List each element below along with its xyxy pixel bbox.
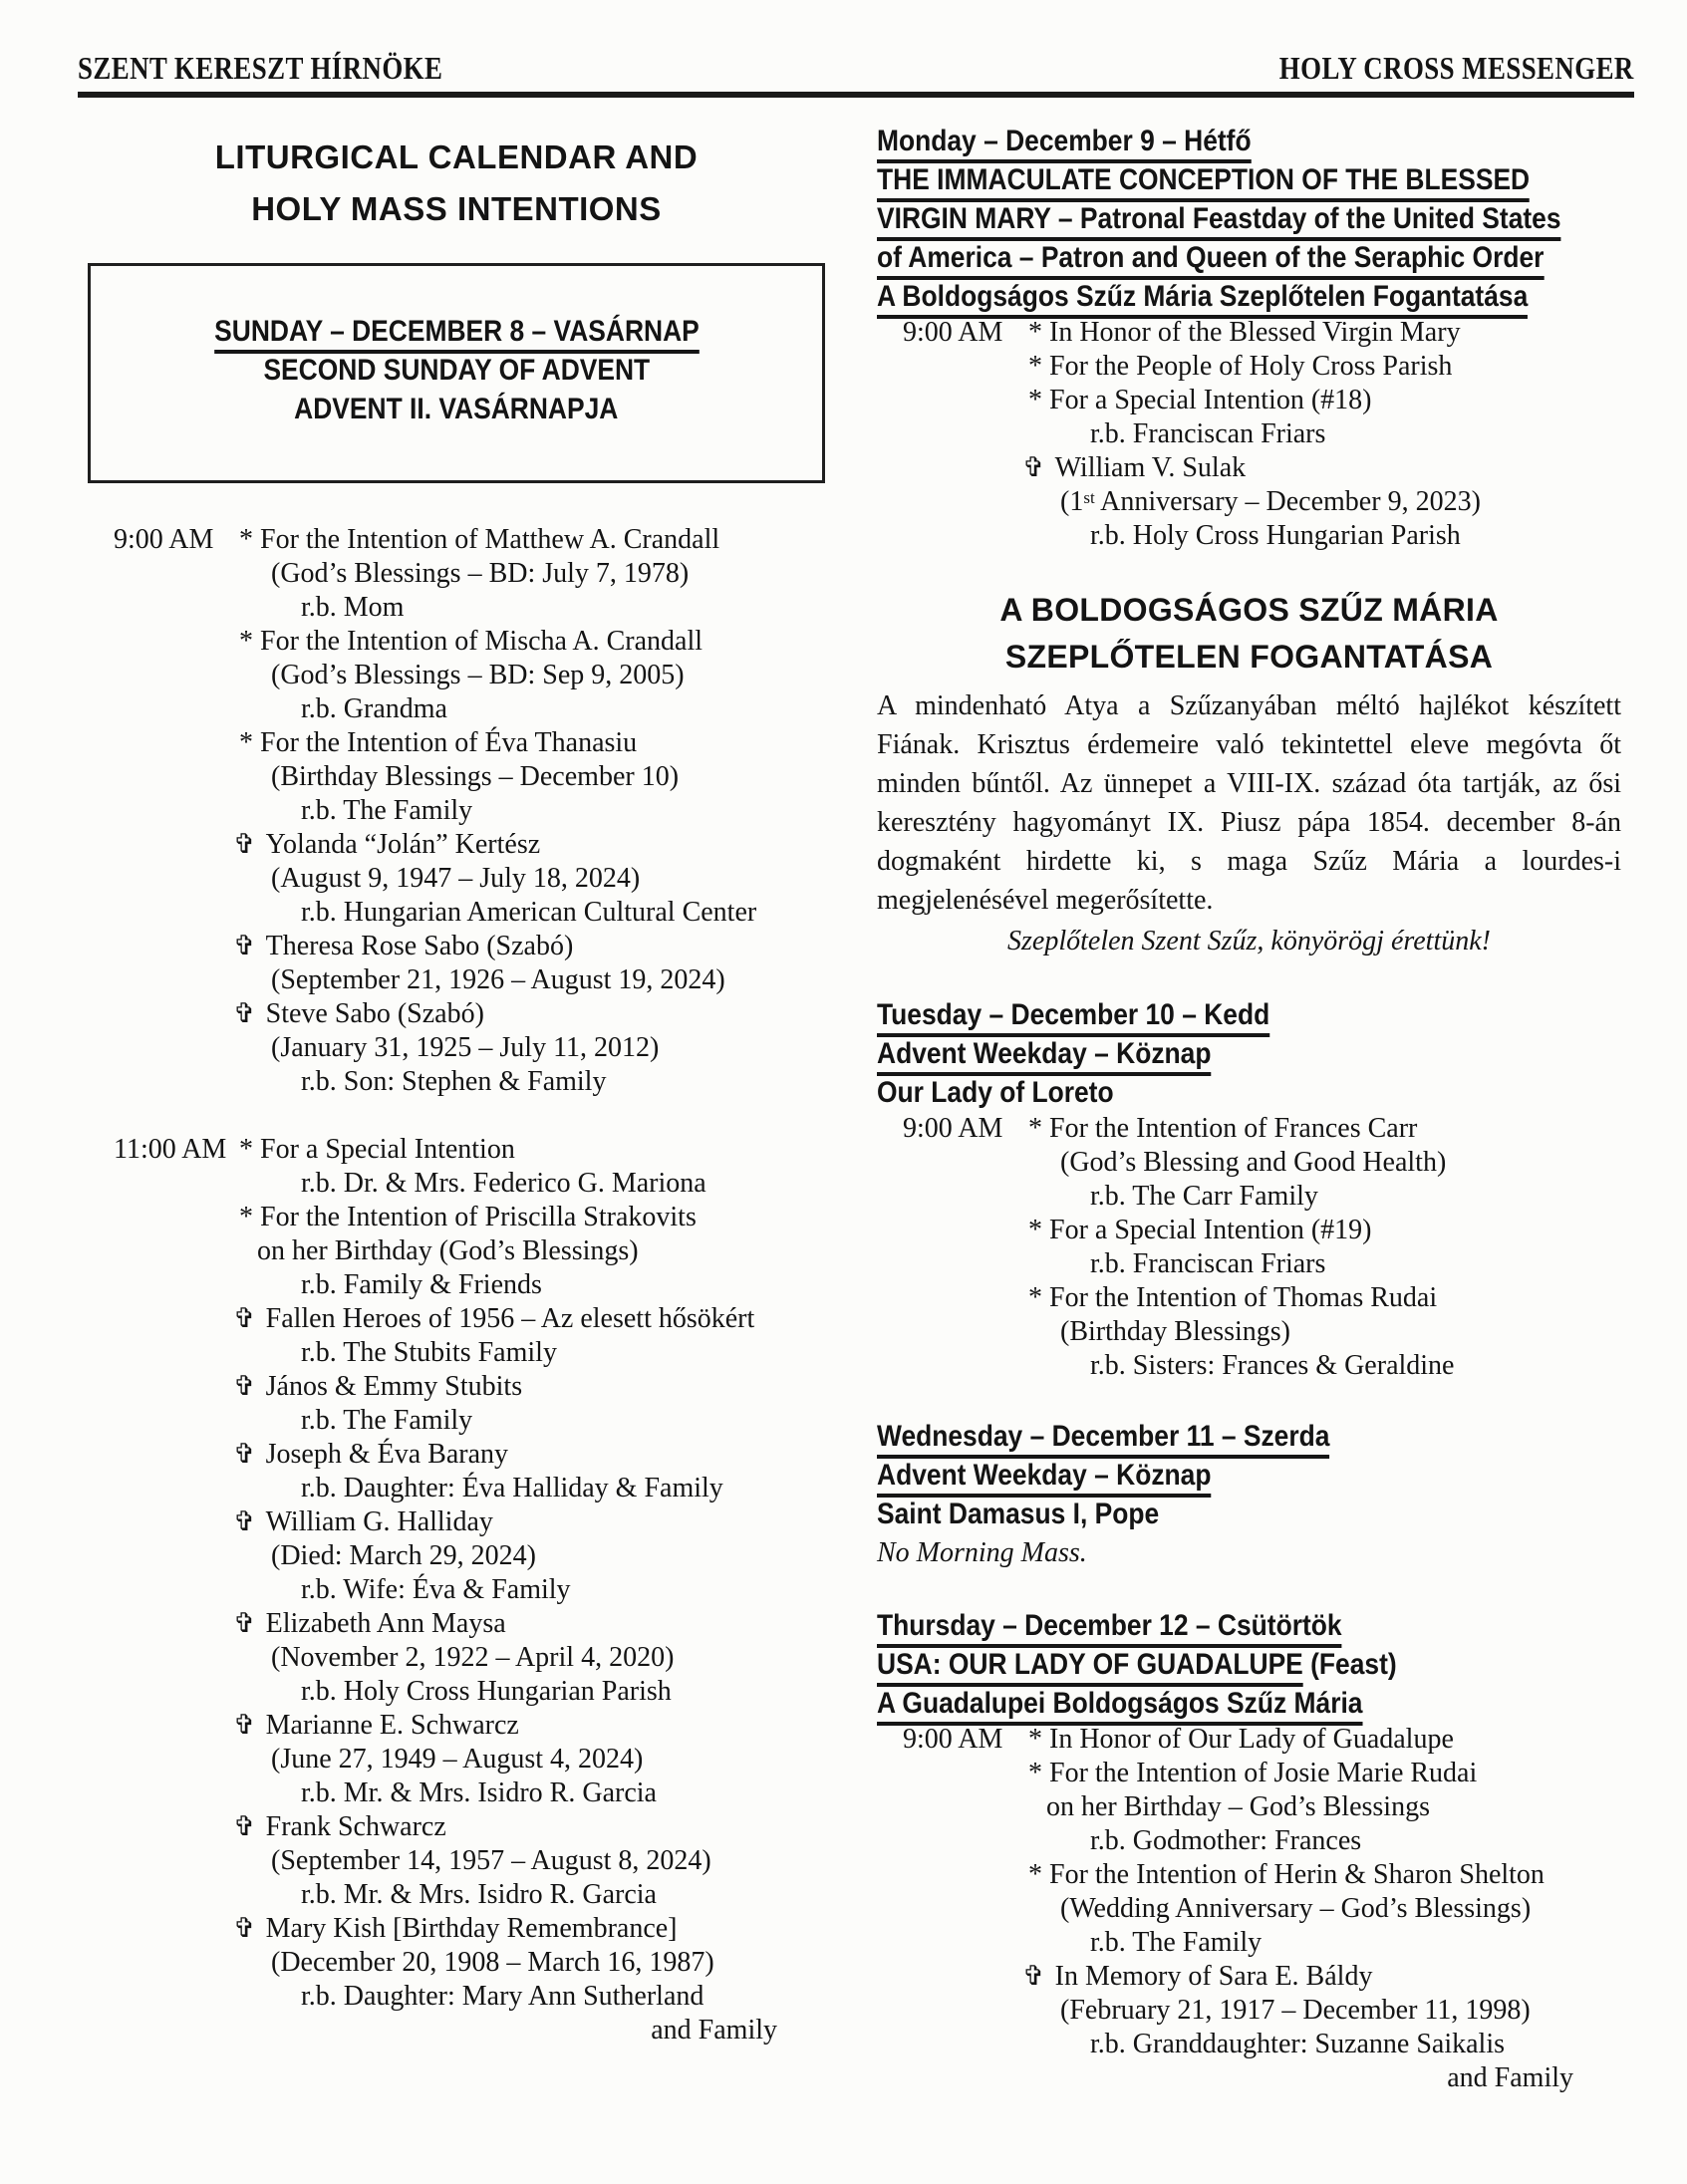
detail-line: (Wedding Anniversary – God’s Blessings) <box>1060 1893 1532 1924</box>
feast-name-line <box>99 351 814 390</box>
requested-by-line: r.b. Mr. & Mrs. Isidro R. Garcia <box>301 1777 657 1808</box>
heading-text: SECOND SUNDAY OF ADVENT <box>263 354 650 387</box>
intention-text: * In Honor of the Blessed Virgin Mary <box>1028 317 1461 348</box>
memorial-line <box>88 1810 825 1844</box>
day-header-line <box>877 160 1621 199</box>
page-title <box>88 132 825 235</box>
requested-by-line: r.b. Hungarian American Cultural Center <box>301 897 757 928</box>
heading-text: Tuesday – December 10 – Kedd <box>877 998 1269 1037</box>
requested-by-line: r.b. Holy Cross Hungarian Parish <box>1090 520 1461 551</box>
heading-text: ADVENT II. VASÁRNAPJA <box>294 393 619 425</box>
cross-icon: ✞ <box>1022 452 1045 483</box>
intention-line: * For the People of Holy Cross Parish <box>1028 351 1453 382</box>
cross-icon: ✞ <box>233 1913 256 1944</box>
condensed-heading-text <box>877 238 1544 277</box>
requested-by-line: r.b. The Family <box>301 795 473 826</box>
note-line: No Morning Mass. <box>877 1537 1087 1568</box>
condensed-heading-text <box>263 351 650 390</box>
masthead <box>78 50 1634 98</box>
day-header-line <box>877 1684 1621 1723</box>
detail-line: (Birthday Blessings – December 10) <box>271 761 680 792</box>
memorial-text: Steve Sabo (Szabó) <box>265 998 484 1029</box>
plain-text: (Feast) <box>1302 1648 1397 1681</box>
heading-text: Our Lady of Loreto <box>877 1076 1114 1109</box>
memorial-text: In Memory of Sara E. Báldy <box>1054 1961 1373 1992</box>
plain-text: (1 <box>1060 486 1084 517</box>
memorial-text: Elizabeth Ann Maysa <box>265 1608 506 1639</box>
spacer <box>877 553 1621 587</box>
underlined-text: USA: OUR LADY OF GUADALUPE <box>877 1648 1303 1687</box>
condensed-heading-text <box>877 1684 1362 1723</box>
day-header-line <box>877 1645 1621 1684</box>
requested-by-line: r.b. Daughter: Éva Halliday & Family <box>301 1473 723 1503</box>
heading-text: Monday – December 9 – Hétfő <box>877 125 1252 163</box>
heading-text: SUNDAY – DECEMBER 8 – VASÁRNAP <box>214 315 700 354</box>
memorial-line <box>877 1960 1621 1994</box>
requested-by-line: r.b. The Family <box>301 1405 473 1436</box>
cross-icon: ✞ <box>233 931 256 961</box>
requested-by-line: r.b. Wife: Éva & Family <box>301 1574 571 1605</box>
spacer <box>88 1099 825 1133</box>
condensed-heading-text <box>214 312 700 351</box>
heading-text: THE IMMACULATE CONCEPTION OF THE BLESSED <box>877 163 1530 202</box>
reflection-paragraph: A mindenható Atya a Szűzanyában méltó hajlékot készített Fiának. Krisztus érdemeire való tekintettel eleve megóvta őt minden bűntől. Az ünnepet a VIII-IX. század óta tartják, az ősi keresztény hagyományt IX. Piusz pápa 1854. december 8-án dogmaként hirdette ki, s maga Szűz Mária a lourdes-i megjelenésével megerősítette. <box>877 690 1621 916</box>
cross-icon: ✞ <box>233 1303 256 1334</box>
detail-line: (Birthday Blessings) <box>1060 1316 1290 1347</box>
intention-text: * In Honor of Our Lady of Guadalupe <box>1028 1724 1454 1755</box>
day-header-line <box>877 1417 1621 1456</box>
day-header-line <box>877 277 1621 316</box>
continuation-right-line: and Family <box>1447 2062 1573 2093</box>
page-title-line1: LITURGICAL CALENDAR AND <box>214 138 699 175</box>
mass-time-line <box>88 1133 825 1167</box>
mass-time: 9:00 AM <box>903 1113 1003 1144</box>
mass-time: 9:00 AM <box>114 524 214 555</box>
day-header-line <box>877 995 1621 1034</box>
cross-icon: ✞ <box>233 1710 256 1741</box>
day-header-line <box>99 312 814 351</box>
right-column-intentions <box>877 122 1621 2095</box>
intention-continuation-line: on her Birthday – God’s Blessings <box>1046 1791 1430 1822</box>
cross-icon: ✞ <box>1022 1961 1045 1992</box>
section-heading-line: SZEPLŐTELEN FOGANTATÁSA <box>1004 639 1494 675</box>
memorial-line <box>88 997 825 1031</box>
memorial-text: Fallen Heroes of 1956 – Az elesett hősökért <box>265 1303 755 1334</box>
requested-by-line: r.b. Granddaughter: Suzanne Saikalis <box>1090 2029 1506 2059</box>
detail-line: (God’s Blessings – BD: July 7, 1978) <box>271 558 690 589</box>
continuation-right-line: and Family <box>651 2015 777 2046</box>
intention-text: * For the Intention of Matthew A. Crandall <box>239 524 720 555</box>
day-header-line <box>877 122 1621 160</box>
heading-text: Advent Weekday – Köznap <box>877 1459 1211 1498</box>
superscript-text: st <box>1083 488 1095 507</box>
prayer-line: Szeplőtelen Szent Szűz, könyörögj érettünk! <box>1007 926 1491 956</box>
memorial-line <box>88 1438 825 1472</box>
detail-line: (September 14, 1957 – August 8, 2024) <box>271 1845 711 1876</box>
intention-line: * For the Intention of Herin & Sharon Shelton <box>1028 1859 1545 1890</box>
cross-icon: ✞ <box>233 1811 256 1842</box>
memorial-line <box>88 1912 825 1946</box>
requested-by-line: r.b. Grandma <box>301 693 447 724</box>
mass-time-line <box>877 316 1621 350</box>
day-header-line <box>877 1606 1621 1645</box>
memorial-text: Mary Kish [Birthday Remembrance] <box>265 1913 678 1944</box>
memorial-line <box>88 1607 825 1641</box>
cross-icon: ✞ <box>233 1371 256 1402</box>
requested-by-line: r.b. Mom <box>301 592 405 623</box>
memorial-line <box>88 828 825 862</box>
memorial-line <box>88 1302 825 1336</box>
detail-line: (God’s Blessings – BD: Sep 9, 2005) <box>271 660 685 690</box>
intention-line: * For the Intention of Thomas Rudai <box>1028 1282 1438 1313</box>
requested-by-line: r.b. Franciscan Friars <box>1090 1248 1326 1279</box>
cross-icon: ✞ <box>233 1608 256 1639</box>
condensed-heading-text <box>877 199 1561 238</box>
condensed-heading-text <box>877 277 1528 316</box>
condensed-heading-text <box>294 390 618 428</box>
memorial-text: Marianne E. Schwarcz <box>265 1710 519 1741</box>
condensed-heading-text <box>877 1073 1114 1112</box>
heading-text: of America – Patron and Queen of the Seraphic Order <box>877 241 1544 280</box>
requested-by-line: r.b. Godmother: Frances <box>1090 1825 1362 1856</box>
requested-by-line: r.b. Dr. & Mrs. Federico G. Mariona <box>301 1168 706 1199</box>
condensed-heading-text <box>877 1606 1342 1645</box>
requested-by-line: r.b. The Stubits Family <box>301 1337 557 1368</box>
detail-line: (December 20, 1908 – March 16, 1987) <box>271 1947 714 1978</box>
memorial-line <box>88 930 825 963</box>
memorial-line <box>88 1505 825 1539</box>
detail-line: (January 31, 1925 – July 11, 2012) <box>271 1032 660 1063</box>
mass-time-line <box>88 523 825 557</box>
memorial-line <box>88 1709 825 1743</box>
memorial-text: Theresa Rose Sabo (Szabó) <box>265 931 574 961</box>
heading-text: A Guadalupei Boldogságos Szűz Mária <box>877 1687 1362 1726</box>
condensed-heading-text <box>877 1417 1329 1456</box>
intention-line: * For the Intention of Éva Thanasiu <box>239 727 638 758</box>
spacer <box>877 1572 1621 1606</box>
intention-line: * For the Intention of Josie Marie Rudai <box>1028 1758 1478 1788</box>
left-column-intentions <box>88 523 825 2048</box>
sunday-box <box>88 263 825 483</box>
intention-line: * For the Intention of Mischa A. Crandall <box>239 626 703 657</box>
heading-text: A Boldogságos Szűz Mária Szeplőtelen Fogantatása <box>877 280 1528 319</box>
detail-line: (November 2, 1922 – April 4, 2020) <box>271 1642 675 1673</box>
mass-time: 11:00 AM <box>114 1134 227 1165</box>
requested-by-line: r.b. Franciscan Friars <box>1090 418 1326 449</box>
intention-line: * For a Special Intention (#18) <box>1028 385 1372 415</box>
cross-icon: ✞ <box>233 998 256 1029</box>
feast-name-line <box>99 390 814 428</box>
heading-text: Saint Damasus I, Pope <box>877 1498 1160 1530</box>
memorial-text: Joseph & Éva Barany <box>265 1439 509 1470</box>
requested-by-line: r.b. Family & Friends <box>301 1269 542 1300</box>
right-column <box>877 122 1621 2095</box>
page-title-line2: HOLY MASS INTENTIONS <box>251 190 662 227</box>
condensed-heading-text <box>877 1645 1397 1684</box>
cross-icon: ✞ <box>233 1506 256 1537</box>
heading-text: Wednesday – December 11 – Szerda <box>877 1420 1329 1459</box>
requested-by-line: r.b. The Family <box>1090 1927 1263 1958</box>
day-header-line <box>877 238 1621 277</box>
detail-line: (February 21, 1917 – December 11, 1998) <box>1060 1995 1531 2026</box>
memorial-text: William G. Halliday <box>265 1506 493 1537</box>
intention-line: * For the Intention of Priscilla Strakovits <box>239 1202 697 1232</box>
requested-by-line: r.b. Son: Stephen & Family <box>301 1066 607 1097</box>
requested-by-line: r.b. Daughter: Mary Ann Sutherland <box>301 1981 704 2012</box>
condensed-heading-text <box>877 1034 1211 1073</box>
day-header-line <box>877 199 1621 238</box>
detail-line: (June 27, 1949 – August 4, 2024) <box>271 1744 644 1774</box>
requested-by-line: r.b. Sisters: Frances & Geraldine <box>1090 1350 1455 1381</box>
plain-text: Anniversary – December 9, 2023) <box>1094 486 1481 517</box>
day-header-line <box>877 1456 1621 1495</box>
requested-by-line: r.b. Holy Cross Hungarian Parish <box>301 1676 672 1707</box>
requested-by-line: r.b. The Carr Family <box>1090 1181 1318 1212</box>
feast-name-line <box>877 1495 1621 1533</box>
mass-time: 9:00 AM <box>903 1724 1003 1755</box>
masthead-title-english: HOLY CROSS MESSENGER <box>1279 50 1634 86</box>
intention-text: * For a Special Intention <box>239 1134 515 1165</box>
detail-line: (Died: March 29, 2024) <box>271 1540 536 1571</box>
left-column <box>88 122 825 2095</box>
intention-text: * For the Intention of Frances Carr <box>1028 1113 1418 1144</box>
memorial-line <box>877 451 1621 485</box>
mass-time-line <box>877 1723 1621 1757</box>
detail-line: (September 21, 1926 – August 19, 2024) <box>271 964 725 995</box>
memorial-text: Yolanda “Jolán” Kertész <box>265 829 541 860</box>
spacer <box>877 961 1621 995</box>
condensed-heading-text <box>877 995 1269 1034</box>
detail-line <box>877 485 1621 519</box>
feast-name-line <box>877 1073 1621 1112</box>
memorial-text: William V. Sulak <box>1054 452 1247 483</box>
detail-line: (God’s Blessing and Good Health) <box>1060 1147 1447 1178</box>
condensed-heading-text <box>877 1495 1159 1533</box>
intention-line: * For a Special Intention (#19) <box>1028 1215 1372 1245</box>
heading-text: Advent Weekday – Köznap <box>877 1037 1211 1076</box>
masthead-title-hungarian: SZENT KERESZT HÍRNÖKE <box>78 50 443 86</box>
cross-icon: ✞ <box>233 829 256 860</box>
condensed-heading-text <box>877 122 1252 160</box>
condensed-heading-text <box>877 160 1530 199</box>
spacer <box>877 1383 1621 1417</box>
mass-time-line <box>877 1112 1621 1146</box>
heading-text: Thursday – December 12 – Csütörtök <box>877 1609 1342 1648</box>
two-column-layout <box>88 122 1621 2095</box>
memorial-text: János & Emmy Stubits <box>265 1371 523 1402</box>
section-heading-line: A BOLDOGSÁGOS SZŰZ MÁRIA <box>999 592 1499 628</box>
memorial-line <box>88 1370 825 1404</box>
mass-time: 9:00 AM <box>903 317 1003 348</box>
requested-by-line: r.b. Mr. & Mrs. Isidro R. Garcia <box>301 1879 657 1910</box>
memorial-text: Frank Schwarcz <box>265 1811 446 1842</box>
heading-text: VIRGIN MARY – Patronal Feastday of the United States <box>877 202 1561 241</box>
day-header-line <box>877 1034 1621 1073</box>
intention-continuation-line: on her Birthday (God’s Blessings) <box>257 1235 639 1266</box>
condensed-heading-text <box>877 1456 1211 1495</box>
cross-icon: ✞ <box>233 1439 256 1470</box>
detail-line: (August 9, 1947 – July 18, 2024) <box>271 863 641 894</box>
